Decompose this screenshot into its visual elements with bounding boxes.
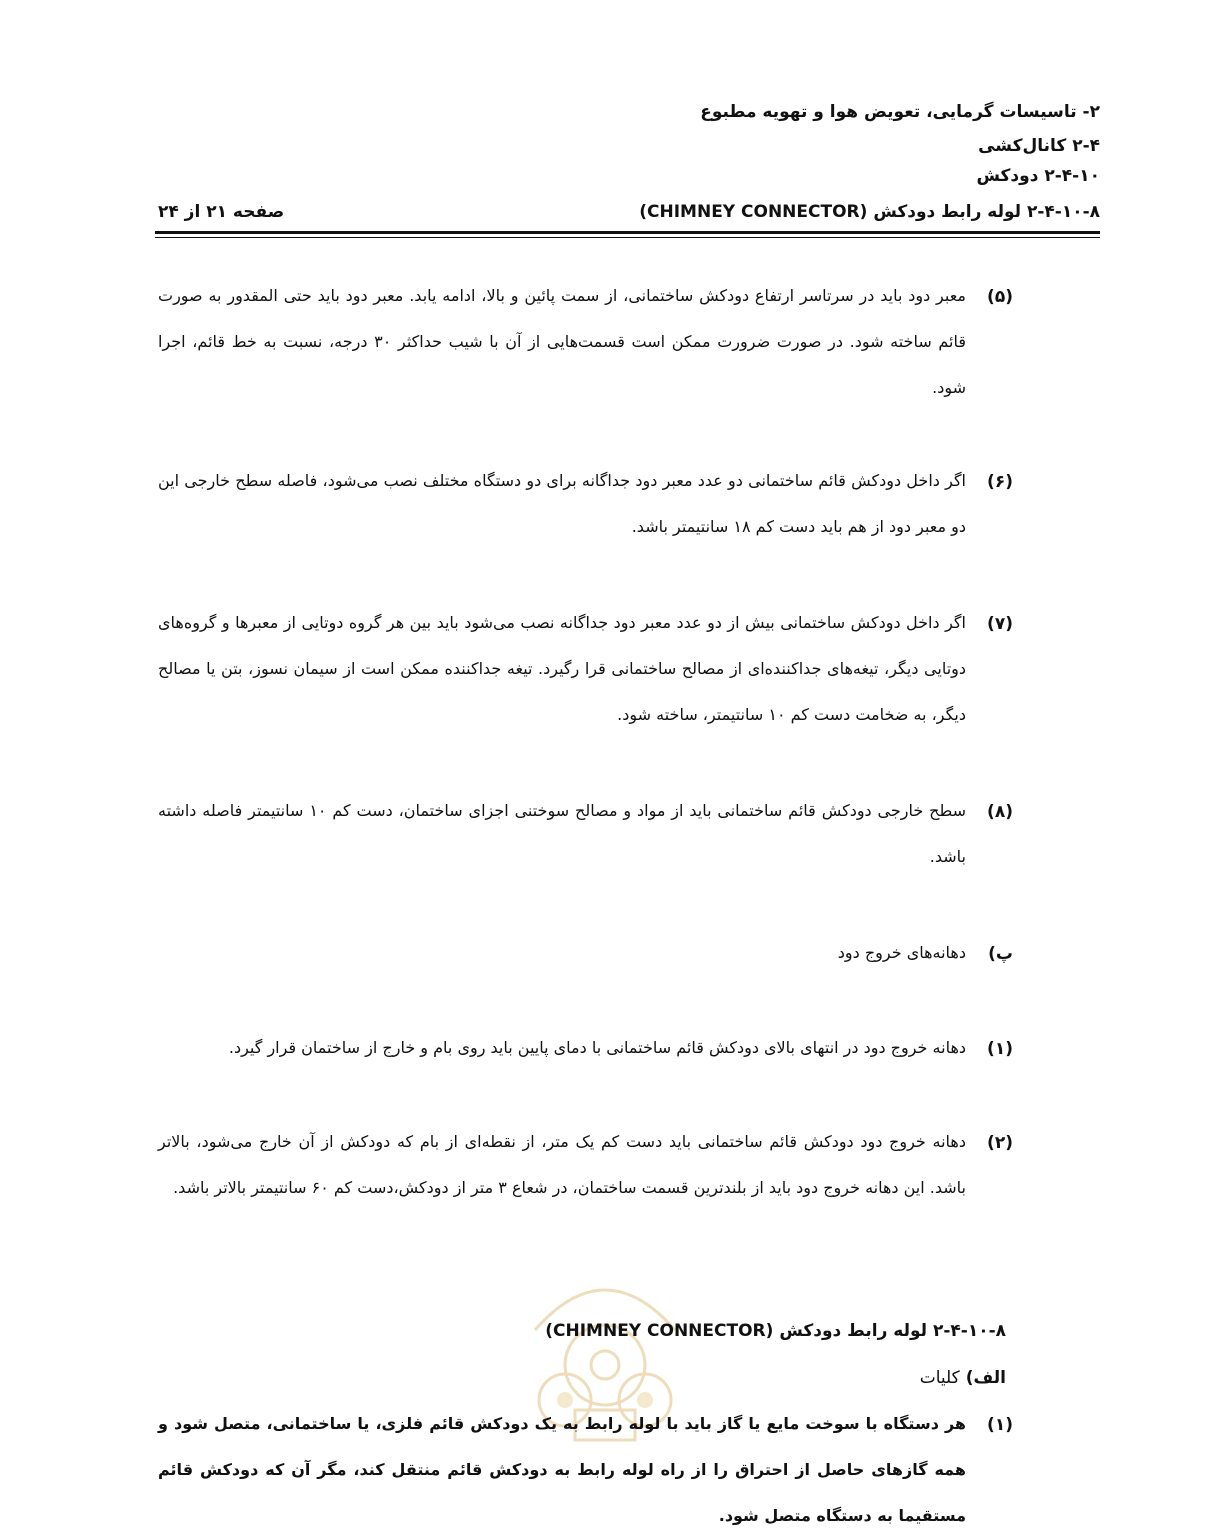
clause-text: دهانه خروج دود دودکش قائم ساختمانی باید دست کم یک متر، از نقطه‌ای از بام که دودکش از آن خارج می‌شود، بالاتر باشد. این دهانه خروج دود باید از بلندترین قسمت ساختمان، در شعاع ۳ متر از دودکش،دست کم ۶۰ سانتیمتر بالاتر باشد. [158,1132,966,1197]
clause-number: (۸) [987,802,1013,822]
clause-text: معبر دود باید در سرتاسر ارتفاع دودکش ساختمانی، از سمت پائین و بالا، ادامه یابد. معبر دود باید حتی المقدور به صورت قائم ساخته شود. در صورت ضرورت ممکن است قسمت‌هایی از آن با شیب حداکثر ۳۰ درجه، نسبت به خط قائم، اجرا شود. [158,286,966,397]
header-rule-thick [155,231,1100,234]
general-heading [920,1368,1006,1388]
clause-number: (۶) [987,472,1013,492]
clause-text: سطح خارجی دودکش قائم ساختمانی باید از مواد و مصالح سوختنی اجزای ساختمان، دست کم ۱۰ سانتیمتر فاصله داشته باشد. [158,801,967,866]
header-rule-thin [155,237,1100,238]
subsection-heading: ۲-۴-۱۰ دودکش [976,166,1100,186]
clause-text: هر دستگاه با سوخت مایع یا گاز باید با لوله رابط به یک دودکش قائم فلزی، یا ساختمانی، متصل شود و همه گازهای حاصل از احتراق را از راه لوله رابط به دودکش قائم منتقل کند، مگر آن که دودکش قائم مستقیما به دستگاه متصل شود. [158,1414,966,1525]
section-heading: ۲-۴ کانال‌کشی [978,136,1100,156]
chapter-heading: ۲- تاسیسات گرمایی، تعویض هوا و تهویه مطبوع [700,102,1100,122]
topic-heading: ۲-۴-۱۰-۸ لوله رابط دودکش (CHIMNEY CONNECTOR) [639,202,1100,222]
clause-number: (۱) [987,1415,1013,1435]
general-title: کلیات [919,1368,960,1388]
clause-number: (۱) [987,1039,1013,1059]
page-number: صفحه ۲۱ از ۲۴ [158,202,285,222]
sub-heading-text: دهانه‌های خروج دود [837,943,966,962]
clause-number: (۵) [987,287,1013,307]
section-title: ۲-۴-۱۰-۸ لوله رابط دودکش (CHIMNEY CONNECTOR) [545,1321,1006,1341]
clause-text: اگر داخل دودکش ساختمانی بیش از دو عدد معبر دود جداگانه نصب می‌شود باید بین هر گروه دوتایی از معبرها و گروه‌های دوتایی دیگر، تیغه‌های جداکننده‌ای از مصالح ساختمانی قرا رگیرد. تیغه جداکننده ممکن است از سیمان نسوز، بتن یا مصالح دیگر، به ضخامت دست کم ۱۰ سانتیمتر، ساخته شود. [158,613,966,724]
clause-number: (۷) [987,614,1013,634]
clause-number: (۲) [987,1133,1013,1153]
sub-heading-label: پ) [988,944,1013,964]
clause-text: اگر داخل دودکش قائم ساختمانی دو عدد معبر دود جداگانه برای دو دستگاه مختلف نصب می‌شود، فاصله سطح خارجی این دو معبر دود از هم باید دست کم ۱۸ سانتیمتر باشد. [158,471,966,536]
general-label: الف) [965,1368,1006,1388]
clause-text: دهانه خروج دود در انتهای بالای دودکش قائم ساختمانی با دمای پایین باید روی بام و خارج از ساختمان قرار گیرد. [228,1038,966,1057]
